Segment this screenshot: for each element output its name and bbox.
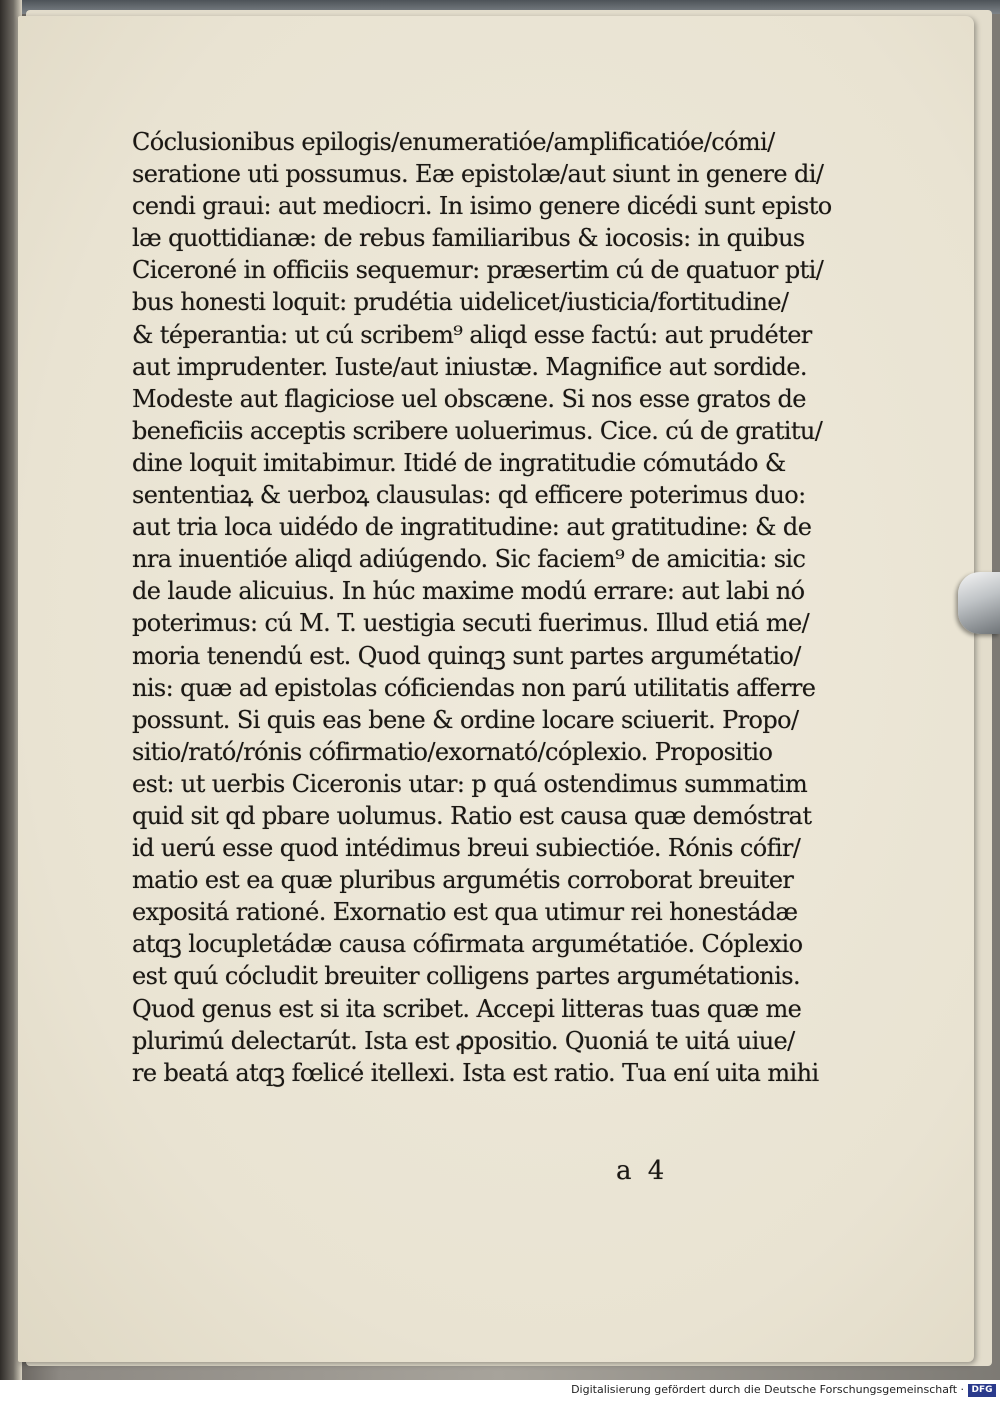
signature-mark: a 4 [616,1156,669,1186]
text-line: matio est ea quæ pluribus argumétis corroborat breuiter [132,866,794,895]
text-line: nis: quæ ad epistolas cóficiendas non parú utilitatis afferre [132,673,816,702]
text-line: cendi graui: aut mediocri. In isimo genere dicédi sunt episto [132,192,832,221]
text-line: aut tria loca uidédo de ingratitudine: aut gratitudine: & de [132,513,812,542]
dfg-logo: DFG [968,1384,996,1397]
text-line: & téperantia: ut cú scribem⁹ aliqd esse factú: aut prudéter [132,320,812,349]
text-line: est quú cócludit breuiter colligens partes argumétationis. [132,962,800,991]
text-line: nra inuentióe aliqd adiúgendo. Sic faciem⁹ de amicitia: sic [132,545,806,574]
text-line: Cóclusionibus epilogis/enumeratióe/amplificatióe/cómi/ [132,128,775,156]
text-line: moria tenendú est. Quod quinqꝫ sunt partes argumétatio/ [132,641,801,670]
text-line: atqꝫ locupletádæ causa cófirmata argumétatióe. Cóplexio [132,930,803,959]
page-clip [958,572,1000,634]
text-line: seratione uti possumus. Eæ epistolæ/aut siunt in genere di/ [132,160,824,189]
text-line: Ciceroné in officiis sequemur: præsertim cú de quatuor pti/ [132,256,824,285]
text-line: quid sit qd pbare uolumus. Ratio est causa quæ demóstrat [132,801,812,830]
text-line: læ quottidianæ: de rebus familiaribus & iocosis: in quibus [132,224,805,253]
text-line: est: ut uerbis Ciceronis utar: p quá ostendimus summatim [132,769,808,798]
text-line: Modeste aut flagiciose uel obscæne. Si nos esse gratos de [132,384,806,413]
text-line: de laude alicuius. In húc maxime modú errare: aut labi nó [132,577,805,606]
text-line: id uerú esse quod intédimus breui subiectióe. Rónis cófir/ [132,834,801,863]
text-line: poterimus: cú M. T. uestigia secuti fuerimus. Illud etiá me/ [132,609,810,638]
book-page [18,16,974,1362]
body-text [132,126,832,1089]
text-line: expositá rationé. Exornatio est qua utimur rei honestádæ [132,898,798,927]
text-line: aut imprudenter. Iuste/aut iniustæ. Magnifice aut sordide. [132,352,807,381]
text-line: plurimú delectarút. Ista est ꝓpositio. Quoniá te uitá uiue/ [132,1026,795,1055]
text-line: Quod genus est si ita scribet. Accepi litteras tuas quæ me [132,994,802,1023]
footer-credit: Digitalisierung gefördert durch die Deutsche Forschungsgemeinschaft · [571,1383,964,1396]
text-line: dine loquit imitabimur. Itidé de ingratitudie cómutádo & [132,448,786,477]
text-line: sententiaꝝ & uerboꝝ clausulas: qd efficere poterimus duo: [132,481,806,510]
text-line: beneficiis acceptis scribere uoluerimus. Cice. cú de gratitu/ [132,416,823,445]
text-line: bus honesti loquit: prudétia uidelicet/iusticia/fortitudine/ [132,288,789,317]
text-line: re beatá atqꝫ fœlicé itellexi. Ista est ratio. Tua ení uita mihi [132,1058,819,1087]
text-line: possunt. Si quis eas bene & ordine locare sciuerit. Propo/ [132,705,799,734]
text-line: sitio/rató/rónis cófirmatio/exornató/cóplexio. Propositio [132,737,773,766]
